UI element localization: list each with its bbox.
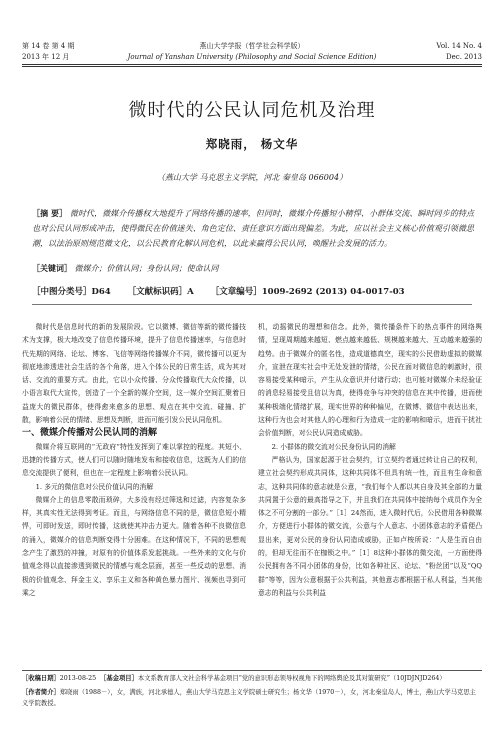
header-rule [22,64,482,65]
article-authors: 郑晓雨， 杨文华 [205,137,299,151]
footnote-rule [22,670,482,671]
keywords [32,263,219,274]
journal-title-cn: 燕山大学学报（哲学社会科学版） [199,42,305,50]
article-title: 微时代的公民认同危机及治理 [128,100,376,121]
abstract-text: 微时代，微媒介传播权大地提升了网络传播的速率，但同时，微媒介传播短小精悍、小群体交流、瞬时同步的特点也对公民认同形成冲击，使得微民在价值迷失、角色定位、责任意识方面出现偏差。为此，应以社会主义核心价值观引领微思潮，以法治原则规范微文化，以公民教育化解认同危机，以此来赢得公民认同，唤醒社会发展的活力。 [32,209,475,248]
abstract [32,206,474,251]
document-code: ［文献标识码］A [127,287,194,297]
clc-number: ［中图分类号］D64 [32,287,111,297]
author-affiliation: （燕山大学 马克思主义学院，河北 秦皇岛 066004） [156,173,348,182]
footnotes [22,673,482,710]
keywords-label: ［关键词］ [32,263,72,273]
journal-title-en: Journal of Yanshan University (Philosophy and Social Science Edition) [127,53,377,61]
right-column [258,321,482,600]
subsection-heading-1: 1. 多元的微信息对公民价值认同的消解 [35,482,153,491]
received-date: ［收稿日期］2013-08-25 ［基金项目］本文系教育部人文社会科学基金项目“党的意识形态领导权视角下的网络舆论及其对策研究”（10JDJNJD264） [22,675,446,682]
author-bio: ［作者简介］郑晓雨（1988－），女，满族，河北承德人，燕山大学马克思主义学院硕士研究生；杨文华（1970－），女，河北秦皇岛人，博士，燕山大学马克思主义学院教授。 [22,688,476,707]
article-number: ［文章编号］1009-2692 (2013) 04-0017-03 [210,287,405,297]
keywords-text: 微媒介；价值认同；身份认同；使命认同 [74,264,219,273]
volume-issue-en: Vol. 14 No. 4 [436,42,482,50]
abstract-label: ［摘 要］ [32,208,68,218]
section-heading-1: 一、微媒介传播对公民认同的消解 [22,428,158,439]
volume-issue: 第 14 卷 第 4 期 [22,42,75,50]
publication-date: 2013 年 12 月 [22,53,70,61]
subsection-heading-2: 2. 小群体的微交流对公民身份认同的消解 [271,442,396,451]
header-rule-2 [22,66,482,67]
section1-paragraph: 微媒介将互联网的“无政府”特性发挥到了难以掌控的程度。其短小、迅捷的传播方式，使人们可以随时随地发布和接收信息，这既为人们的信息交流提供了便利，但也在一定程度上影响着公民认同。 [22,442,246,478]
publication-date-en: Dec. 2013 [446,53,482,61]
subsection1-paragraph: 微媒介上的信息零散而琐碎，大多没有经过筛选和过滤，内容复杂多样，其真实性无法得到考证。而且，与网络信息不同的是，微信息短小精悍，可即时发送，即时传播，这就使其冲击力更大。随着各种不良微信息的涌入，微媒介的信息判断变得十分困难。在这种情况下，不同的思想观念产生了激烈的冲撞，对原有的价值体系发起挑战。一些外来的文化与价值观念得以直接渗透到微民的情感与观念层面，甚至一些反动的思想、消极的价值观念、拜金主义、享乐主义和各种黄色暴力图片、视频也寻到可乘之 [22,495,246,597]
right-paragraph-1: 机，动摇微民的理想和信念。此外，微传播条件下的热点事件的网络舆情，呈现周期越来越短、燃点越来越低、规模越来越大、互动越来越强的趋势。由于微媒介的匿名性，造成道德真空，现实的公民借助虚拟的微媒介，宣泄在现实社会中无处发泄的情绪，公民在面对微信息的刺激时，很容易接受某种暗示，产生从众意识并付诸行动；也可能对微媒介未经验证的消息轻易接受且信以为真，使得竞争与冲突的信息在其中传播，进而使某种极端化情绪扩展，现实世界的种种偏见，在微博、微信中表达出来，这种行为也会对其他人的心理和行为造成一定的影响和暗示，进而干扰社会价值判断，对公民认同造成威胁。 [258,323,482,438]
intro-paragraph: 微时代是信息时代的新的发展阶段。它以微博、微信等新的微传播技术为支撑，极大地改变了信息传播环境，提升了信息传播速率，与信息时代先期的网络、论坛、博客、飞信等网络传播媒介不同，微传播可以更为彻底地渗透进社会生活的各个角落，进入个体公民的日常生活，成为其对话、交流的重要方式。由此，它以小众传播、分众传播取代大众传播，以小语言取代大宣传，创造了一个全新的媒介空间，这一媒介空间汇聚着日益庞大的微民群体，使得愈来愈多的思想、观点在其中交流、碰撞、扩散，影响着公民的情绪、思想及判断，进而可能引发公民认同危机。 [22,323,246,425]
subsection2-paragraph: 严格认为，国家起源于社会契约，订立契约者通过转让自己的权利，建立社会契约形成共同体，这种共同体不但具有统一性，而且有生命和意志，这种共同体的意志就是公意，“我们每个人都以其自身及其全部的力量共同置于公意的最高指导之下，并且我们在共同体中接纳每个成员作为全体之不可分割的一部分。”［1］24然而，进入微时代后，公民借用各种微媒介，方便进行小群体的微交流，公意与个人意志、小团体意志的矛盾便凸显出来，更对公民的身份认同造成威胁，正如卢梭所说：“人是生而自由的，但却无往而不在枷锁之中。”［1］8这种小群体的微交流，一方面使得公民拥有各不同小团体的身份，比如各种社区、论坛、“粉丝团”以及“QQ 群”等等，因为公意根据于公共利益，其他意志都根据于私人利益，当其他意志的利益与公共利益 [258,455,482,597]
abstract-rule [32,304,472,305]
left-column [22,321,246,600]
classification-line [32,285,419,297]
